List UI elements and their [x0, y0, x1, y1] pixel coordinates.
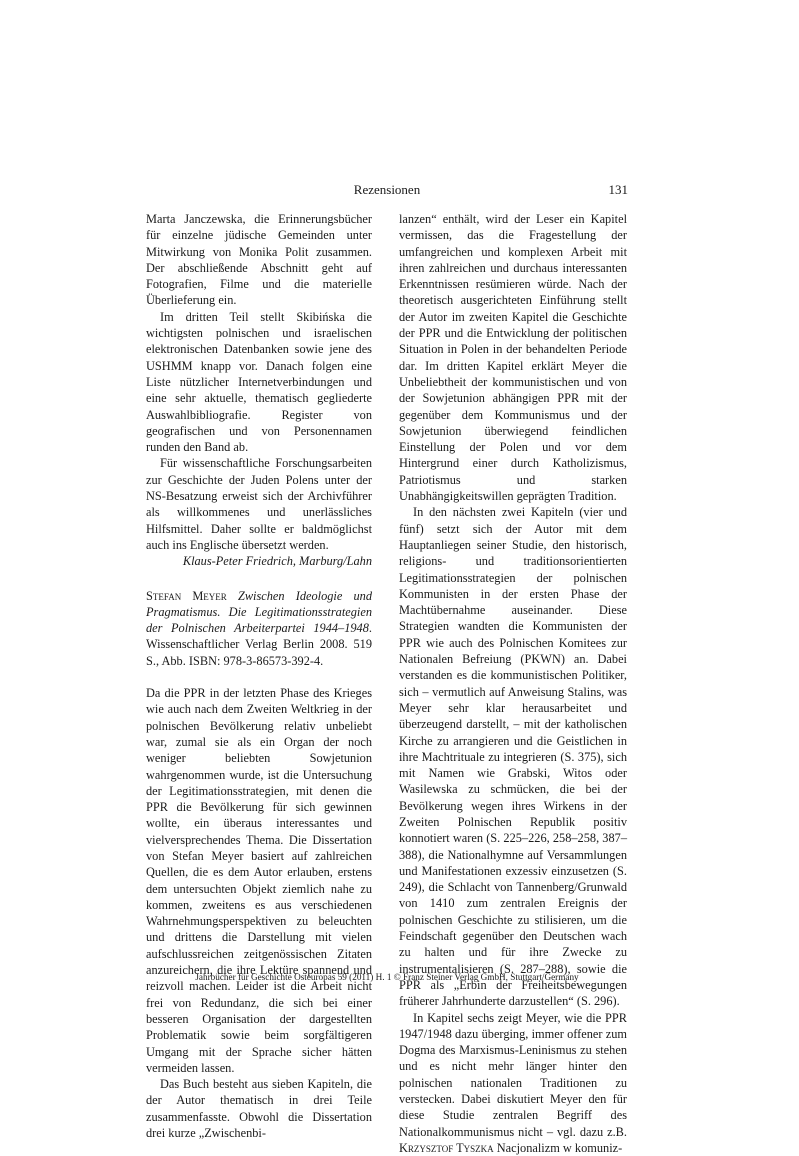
left-column [146, 211, 372, 1141]
running-head-title: Rezensionen [353, 182, 421, 197]
cited-author: Krzysztof Tyszka [399, 1140, 494, 1155]
paragraph: Das Buch besteht aus sieben Kapiteln, die der Autor thematisch in drei Teile zusammenfasste. Obwohl die Dissertation drei kurze „Zwischenbi- [146, 1077, 372, 1141]
running-head [146, 181, 628, 199]
paragraph: In den nächsten zwei Kapiteln (vier und fünf) setzt sich der Autor mit dem Hauptanliegen seiner Studie, den historisch, religions- und traditionsorientierten Legitimationsstrategien der polnischen Kommunisten in der ersten Phase der Machtübernahme auseinander. Diese Strategien wandten die Kommunisten der PPR wie auch des Polnischen Komitees zur Nationalen Befreiung (PKWN) an. Dabei verstanden es die kommunistischen Politiker, sich – vermutlich auf Anweisung Stalins, was Meyer sehr klar herausarbeitet und überzeugend darstellt, – mit der katholischen Kirche zu arrangieren und die Geistlichen in ihre Machtrituale zu integrieren (S. 375), sich mit Namen wie Grabski, Witos oder Wasilewska zu schmücken, die bei der Bevölkerung wegen ihres Wirkens in der Zweiten Polnischen Republik positiv konnotiert waren (S. 225–226, 258–258, 387–388), die Nationalhymne auf Versammlungen und Manifestationen exzessiv einzusetzen (S. 249), die Schlacht von Tannenberg/Grunwald von 1410 zum zentralen Ereignis der polnischen Geschichte zu stilisieren, um die Feindschaft gegenüber den Deutschen wach zu halten und für ihre Zwecke zu instrumentalisieren (S. 287–288), sowie die PPR als „Erbin der Freiheitsbewegungen früherer Jahrhunderte darzustellen“ (S. 296). [399, 505, 627, 1009]
bibliographic-entry [146, 588, 372, 669]
page-number: 131 [608, 182, 628, 197]
book-details: . Wissenschaftlicher Verlag Berlin 2008. 519 S., Abb. ISBN: 978-3-86573-392-4. [146, 621, 372, 668]
right-column [399, 211, 627, 1156]
paragraph: lanzen“ enthält, wird der Leser ein Kapitel vermissen, das die Fragestellung der umfangreichen und komplexen Arbeit mit ihren zahlreichen und durchaus interessanten Erkenntnissen resümieren würde. Nach der theoretisch ausgerichteten Einführung stellt der Autor im zweiten Kapitel die Geschichte der PPR und die Entwicklung der politischen Situation in Polen in der behandelten Periode dar. Im dritten Kapitel erklärt Meyer die Unbeliebtheit der kommunistischen und von der Sowjetunion abhängigen PPR mit der gegenüber dem Kommunismus und der Sowjetunion überwiegend feindlichen Einstellung der Polen und vor dem Hintergrund einer durch Katholizismus, Patriotismus und starken Unabhängigkeitswillen geprägten Tradition. [399, 212, 627, 504]
paragraph: Marta Janczewska, die Erinnerungsbücher für einzelne jüdische Gemeinden unter Mitwirkung von Monika Polit zusammen. Der abschließende Abschnitt geht auf Fotografien, Filme und die materielle Überlieferung ein. [146, 212, 372, 308]
paragraph [399, 1010, 627, 1156]
paragraph: Für wissenschaftliche Forschungsarbeiten zur Geschichte der Juden Polens unter der NS-Besatzung erweist sich der Archivführer als willkommenes und unerlässliches Hilfsmittel. Daher sollte er baldmöglichst auch ins Englische übersetzt werden. [146, 456, 372, 552]
paragraph: Im dritten Teil stellt Skibińska die wichtigsten polnischen und israelischen elektronischen Datenbanken sowie jene des USHMM knapp vor. Danach folgen eine Liste nützlicher Internetverbindungen und eine sehr aktuelle, thematisch gegliederte Auswahlbibliografie. Register von geografischen und von Personennamen runden den Band ab. [146, 309, 372, 455]
journal-footer: Jahrbücher für Geschichte Osteuropas 59 (2011) H. 1 © Franz Steiner Verlag GmbH, Stuttgart/Germany [195, 972, 579, 982]
book-title: Zwischen Ideologie und Pragmatismus. Die Legitimationsstrategien der Polnischen Arbeiterpartei 1944–1948 [146, 588, 372, 636]
paragraph: Da die PPR in der letzten Phase des Krieges wie auch nach dem Zweiten Weltkrieg in der polnischen Bevölkerung relativ unbeliebt war, zumal sie als ein Organ der noch weniger beliebten Sowjetunion wahrgenommen wurde, ist die Untersuchung der Legitimationsstrategien, mit denen die PPR die Bevölkerung für sich gewinnen wollte, ein überaus interessantes und vielversprechendes Thema. Die Dissertation von Stefan Meyer basiert auf zahlreichen Quellen, die es dem Autor erlauben, erstens dem untersuchten Objekt ziemlich nahe zu kommen, zweitens es aus verschiedenen Wahrnehmungsperspektiven zu beleuchten und drittens die Darstellung mit vielen aufschlussreichen zeitgenössischen Zitaten anzureichern, die ihre Lektüre spannend und reizvoll machen. Leider ist die Arbeit nicht frei von Redundanz, die sich bei einer besseren Organisation der dargestellten Problematik sowie beim sorgfältigeren Umgang mit der Sprache sicher hätten vermeiden lassen. [146, 686, 372, 1075]
paragraph-text: In Kapitel sechs zeigt Meyer, wie die PPR 1947/1948 dazu überging, immer offener zum Dogma des Marxismus-Leninismus zu stehen und es nicht mehr länger hinter den polnischen nationalen Traditionen zu verstecken. Dabei diskutiert Meyer den für diese Studie zentralen Begriff des Nationalkommunismus nicht – vgl. dazu z.B. [399, 1010, 627, 1139]
book-author: Stefan Meyer [146, 588, 227, 603]
paragraph-text-end: Nacjonalizm w komuniz- [493, 1140, 623, 1155]
reviewer-signature: Klaus-Peter Friedrich, Marburg/Lahn [182, 554, 372, 569]
spacer [146, 669, 372, 685]
